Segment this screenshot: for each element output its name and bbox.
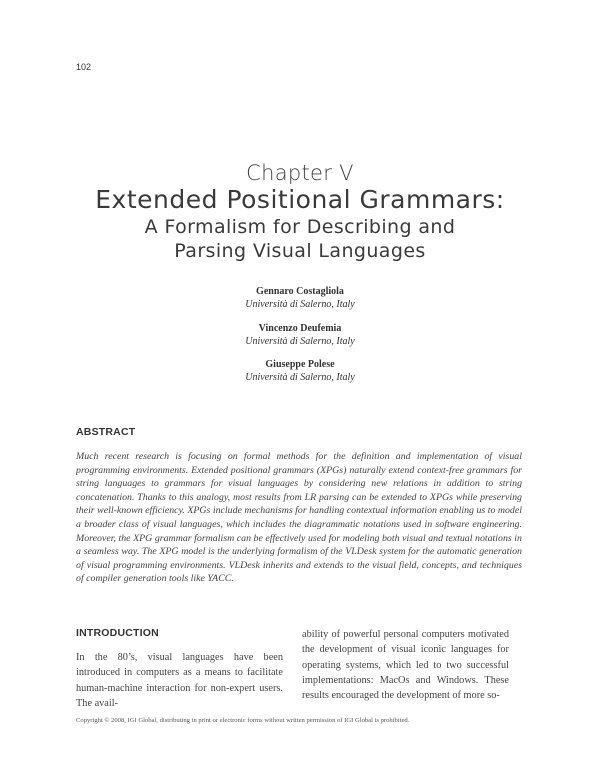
copyright-notice: Copyright © 2008, IGI Global, distributing in print or electronic forms without written permission of IGI Global is prohibited. xyxy=(76,717,410,724)
abstract-heading: ABSTRACT xyxy=(76,426,136,438)
intro-left-column: In the 80’s, visual languages have been introduced in computers as a means to facilitate human-machine interaction for non-expert users. The avail- xyxy=(76,652,283,709)
subtitle-line-2: Parsing Visual Languages xyxy=(174,240,426,262)
introduction-heading: INTRODUCTION xyxy=(76,627,159,639)
author-name: Giuseppe Polese xyxy=(265,359,335,370)
chapter-title: Extended Positional Grammars: xyxy=(95,185,505,214)
chapter-label: Chapter V xyxy=(246,161,354,185)
intro-right-column: ability of powerful personal computers motivated the development of visual iconic languages for operating systems, which led to two successful implementations: MacOs and Windows. These results encouraged the development of more so- xyxy=(302,629,509,702)
abstract-text: Much recent research is focusing on formal methods for the definition and implementation of visual programming environments. Extended positional grammars (XPGs) naturally extend context-free grammars for string languages to grammars for visual languages by considering new relations in addition to string concatenation. Thanks to this analogy, most results from LR parsing can be extended to XPGs while preserving their well-known efficiency. XPGs include mechanisms for handling contextual information enabling us to model a broader class of visual languages, which includes the diagrammatic notations used in software engineering. Moreover, the XPG grammar formalism can be effectively used for modeling both visual and textual notations in a seamless way. The XPG model is the underlying formalism of the VLDesk system for the automatic generation of visual programming environments. VLDesk inherits and extends to the visual field, concepts, and techniques of compiler generation tools like YACC. xyxy=(76,451,522,585)
page-number: 102 xyxy=(76,62,92,72)
author-affiliation: Università di Salerno, Italy xyxy=(245,336,355,347)
author-affiliation: Università di Salerno, Italy xyxy=(245,299,355,310)
author-block xyxy=(0,358,600,384)
author-name: Gennaro Costagliola xyxy=(256,286,344,297)
chapter-subtitle xyxy=(0,215,600,263)
subtitle-line-1: A Formalism for Describing and xyxy=(144,216,456,238)
author-name: Vincenzo Deufemia xyxy=(258,323,342,334)
author-block xyxy=(0,285,600,311)
author-affiliation: Università di Salerno, Italy xyxy=(245,372,355,383)
author-block xyxy=(0,322,600,348)
